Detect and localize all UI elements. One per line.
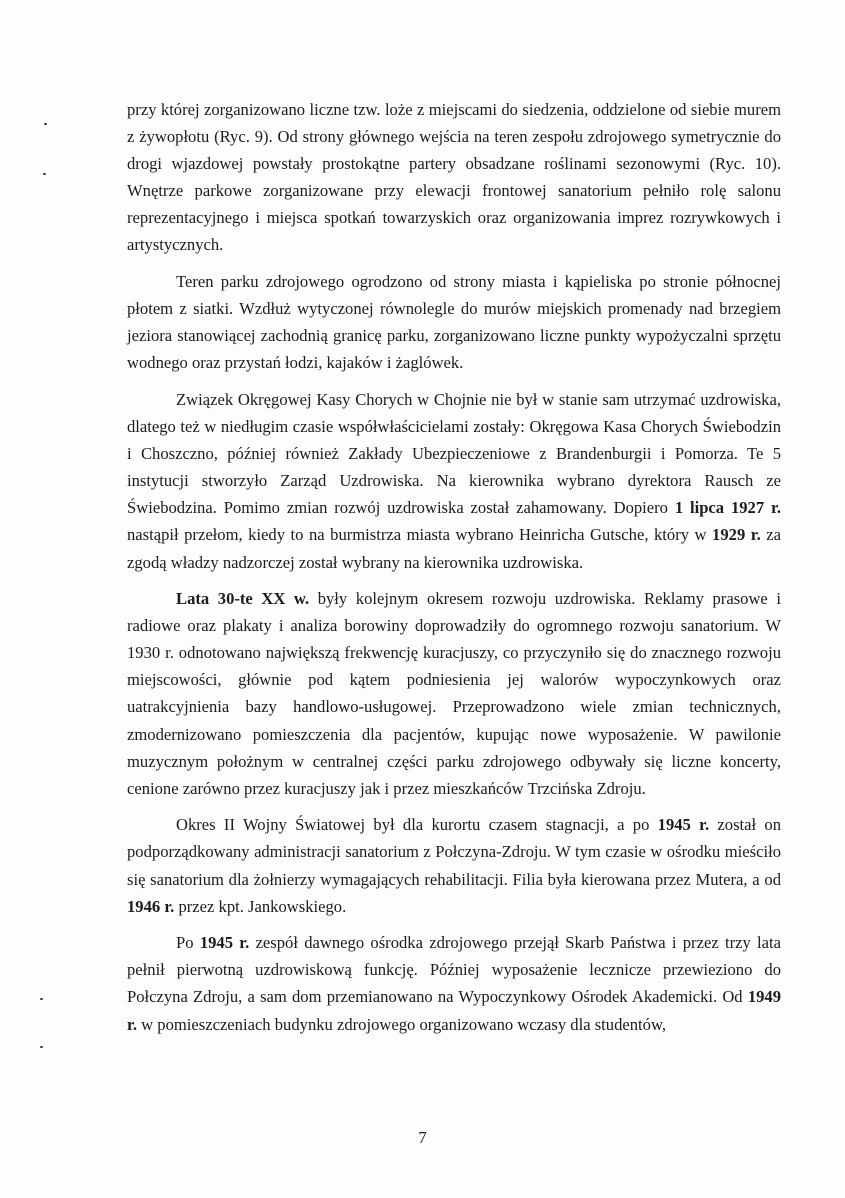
bold-text: 1945 r. <box>657 815 710 835</box>
paragraph-text: zespół dawnego ośrodka zdrojowego przejął Skarb Państwa i przez trzy lata pełnił pierwotną uzdrowiskową funkcję. Później wyposażenie lecznicze przewieziono do Połczyna Zdroju, a sam dom przemianowano na Wypoczynkowy Ośrodek Akademicki. Od <box>127 933 781 1007</box>
paragraph-text: Okres II Wojny Światowej był dla kurortu czasem stagnacji, a po <box>176 815 658 835</box>
paragraph-text: został on podporządkowany administracji sanatorium z Połczyna-Zdroju. W tym czasie w ośrodku mieściło się sanatorium dla żołnierzy wymagających rehabilitacji. Filia była kierowana przez Mutera, a od <box>127 815 781 889</box>
bold-text: Lata 30-te XX w. <box>176 589 310 609</box>
page-number: 7 <box>418 1128 427 1147</box>
paragraph <box>127 811 781 919</box>
scan-mark <box>40 1046 43 1048</box>
bold-text: 1929 r. <box>712 525 761 545</box>
paragraph-text: były kolejnym okresem rozwoju uzdrowiska. Reklamy prasowe i radiowe oraz plakaty i analiza borowiny doprowadziły do ogromnego rozwoju sanatorium. W 1930 r. odnotowano największą frekwencję kuracjuszy, co przyczyniło się do znacznego rozwoju miejscowości, głównie pod kątem podniesienia jej walorów wypoczynkowych oraz uatrakcyjnienia bazy handlowo-usługowej. Przeprowadzono wiele zmian technicznych, zmodernizowano pomieszczenia dla pacjentów, kupując nowe wyposażenie. W pawilonie muzycznym położnym w centralnej części parku zdrojowego odbywały się liczne koncerty, cenione zarówno przez kuracjuszy jak i przez mieszkańców Trzcińska Zdroju. <box>127 589 781 798</box>
paragraph <box>127 96 781 259</box>
paragraph-text: Po <box>176 933 200 953</box>
bold-text: 1949 r. <box>127 987 781 1034</box>
paragraph-text: przez kpt. Jankowskiego. <box>174 896 347 916</box>
paragraph-text: Związek Okręgowej Kasy Chorych w Chojnie nie był w stanie sam utrzymać uzdrowiska, dlatego też w niedługim czasie współwłaścicielami zostały: Okręgowa Kasa Chorych Świebodzin i Choszczno, później również Zakłady Ubezpieczeniowe z Brandenburgii i Pomorza. Te 5 instytucji stworzyło Zarząd Uzdrowiska. Na kierownika wybrano dyrektora Rausch ze Świebodzina. Pomimo zmian rozwój uzdrowiska został zahamowany. Dopiero <box>127 389 781 518</box>
paragraph-text: za zgodą władzy nadzorczej został wybrany na kierownika uzdrowiska. <box>127 525 781 572</box>
paragraph-text: w pomieszczeniach budynku zdrojowego organizowano wczasy dla studentów, <box>137 1014 666 1034</box>
paragraph <box>127 585 781 802</box>
bold-text: 1 lipca 1927 r. <box>674 498 782 518</box>
body-text <box>127 96 781 1047</box>
scan-mark <box>43 173 46 175</box>
bold-text: 1946 r. <box>127 896 175 916</box>
paragraph-text: Teren parku zdrojowego ogrodzono od strony miasta i kąpieliska po stronie północnej płotem z siatki. Wzdłuż wytyczonej równolegle do murów miejskich promenady nad brzegiem jeziora stanowiącej zachodnią granicę parku, zorganizowano liczne punkty wypożyczalni sprzętu wodnego oraz przystań łodzi, kajaków i żaglówek. <box>127 272 781 373</box>
paragraph-text: przy której zorganizowano liczne tzw. loże z miejscami do siedzenia, oddzielone od siebie murem z żywopłotu (Ryc. 9). Od strony głównego wejścia na teren zespołu zdrojowego symetrycznie do drogi wjazdowej powstały prostokątne partery obsadzane roślinami sezonowymi (Ryc. 10). Wnętrze parkowe zorganizowane przy elewacji frontowej sanatorium pełniło rolę salonu reprezentacyjnego i miejsca spotkań towarzyskich oraz organizowania imprez rozrywkowych i artystycznych. <box>127 100 781 255</box>
paragraph <box>127 268 781 376</box>
paragraph-text: nastąpił przełom, kiedy to na burmistrza miasta wybrano Heinricha Gutsche, który w <box>127 525 713 545</box>
bold-text: 1945 r. <box>199 933 250 953</box>
paragraph <box>127 929 781 1037</box>
paragraph <box>127 386 781 576</box>
scan-mark <box>40 998 43 1000</box>
scan-mark <box>44 123 47 125</box>
